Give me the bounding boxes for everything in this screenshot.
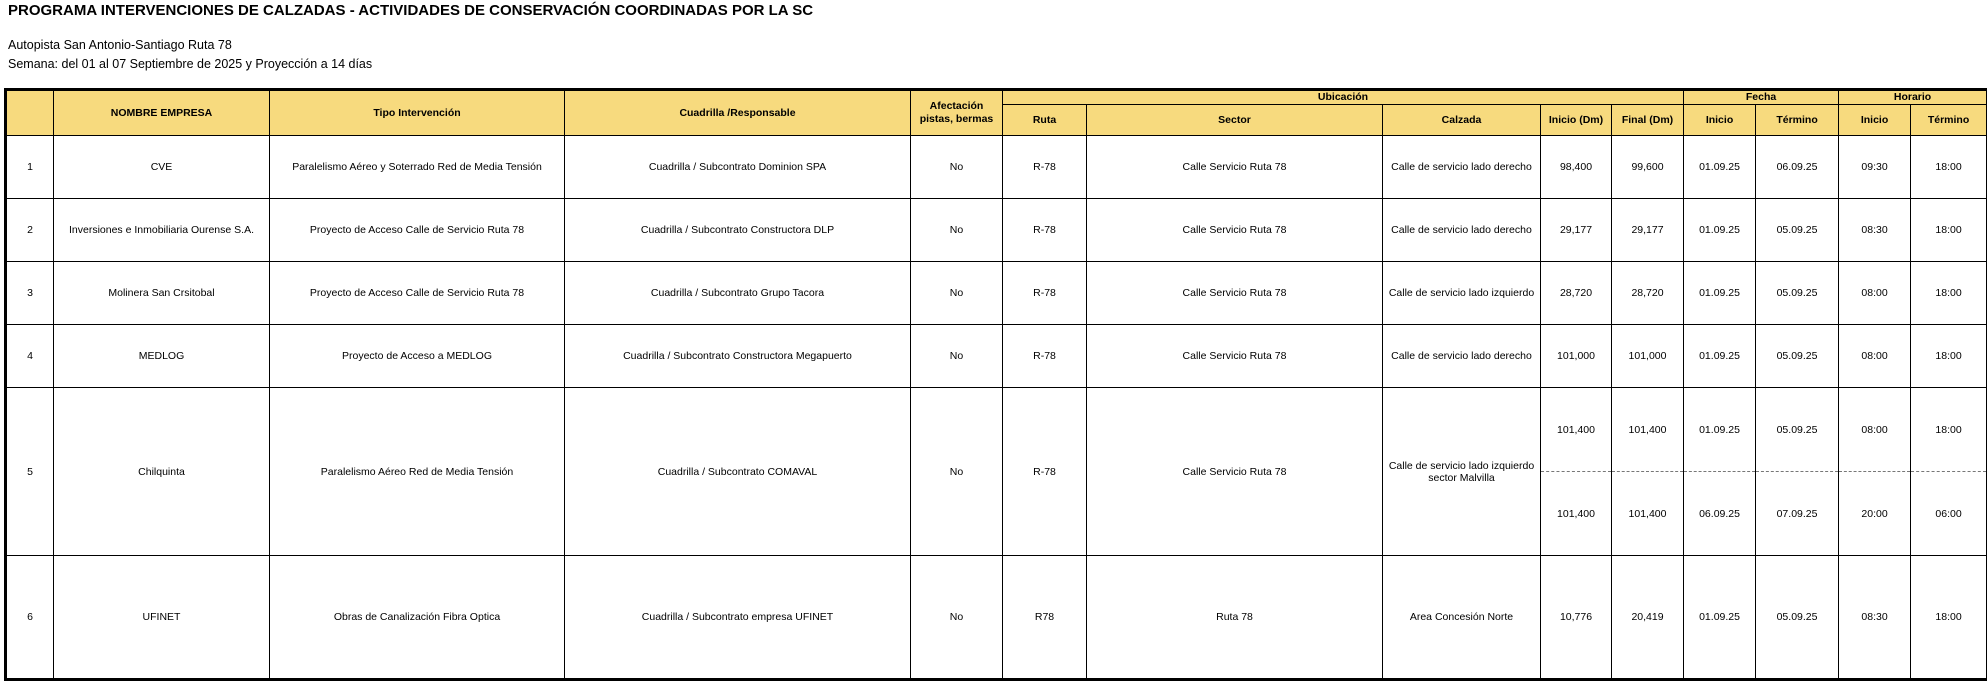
col-inicio-dm-header: Inicio (Dm): [1541, 105, 1612, 136]
final-dm-cell: 101,400: [1612, 472, 1684, 556]
afectacion-cell: No: [911, 556, 1003, 680]
row-number: 6: [6, 556, 54, 680]
fecha-termino-cell: 05.09.25: [1756, 262, 1839, 325]
empresa-cell: Molinera San Crsitobal: [54, 262, 270, 325]
sector-cell: Calle Servicio Ruta 78: [1087, 388, 1383, 556]
final-dm-cell: 28,720: [1612, 262, 1684, 325]
hora-termino-cell: 18:00: [1911, 262, 1987, 325]
final-dm-cell: 101,000: [1612, 325, 1684, 388]
table-row: [6, 136, 1987, 199]
calzada-cell: Calle de servicio lado derecho: [1383, 325, 1541, 388]
tipo-cell: Paralelismo Aéreo Red de Media Tensión: [270, 388, 565, 556]
col-final-dm-header: Final (Dm): [1612, 105, 1684, 136]
inicio-dm-cell: 10,776: [1541, 556, 1612, 680]
table-body: [6, 136, 1987, 680]
inicio-dm-cell: 101,400: [1541, 472, 1612, 556]
hora-termino-cell: 06:00: [1911, 472, 1987, 556]
tipo-cell: Obras de Canalización Fibra Optica: [270, 556, 565, 680]
hora-inicio-cell: 08:30: [1839, 556, 1911, 680]
ruta-cell: R-78: [1003, 136, 1087, 199]
hora-inicio-cell: 20:00: [1839, 472, 1911, 556]
inicio-dm-cell: 29,177: [1541, 199, 1612, 262]
hora-termino-cell: 18:00: [1911, 325, 1987, 388]
page-subtitle: Autopista San Antonio-Santiago Ruta 78: [8, 38, 232, 52]
fecha-termino-cell: 06.09.25: [1756, 136, 1839, 199]
col-calzada-header: Calzada: [1383, 105, 1541, 136]
fecha-termino-cell: 05.09.25: [1756, 199, 1839, 262]
table-row: [6, 262, 1987, 325]
calzada-cell: Calle de servicio lado izquierdo sector Malvilla: [1383, 388, 1541, 556]
col-fecha-group: Fecha: [1684, 90, 1839, 105]
page-title: PROGRAMA INTERVENCIONES DE CALZADAS - ACTIVIDADES DE CONSERVACIÓN COORDINADAS POR LA SC: [8, 2, 814, 19]
ruta-cell: R-78: [1003, 388, 1087, 556]
ruta-cell: R-78: [1003, 262, 1087, 325]
calzada-cell: Calle de servicio lado derecho: [1383, 136, 1541, 199]
col-fecha-termino-header: Término: [1756, 105, 1839, 136]
empresa-cell: Chilquinta: [54, 388, 270, 556]
fecha-inicio-cell: 01.09.25: [1684, 388, 1756, 472]
col-fecha-inicio-header: Inicio: [1684, 105, 1756, 136]
final-dm-cell: 99,600: [1612, 136, 1684, 199]
fecha-termino-cell: 05.09.25: [1756, 388, 1839, 472]
fecha-termino-cell: 05.09.25: [1756, 556, 1839, 680]
week-range: Semana: del 01 al 07 Septiembre de 2025 y Proyección a 14 días: [8, 57, 373, 71]
calzada-cell: Calle de servicio lado izquierdo: [1383, 262, 1541, 325]
calzada-cell: Area Concesión Norte: [1383, 556, 1541, 680]
empresa-cell: Inversiones e Inmobiliaria Ourense S.A.: [54, 199, 270, 262]
row-number: 3: [6, 262, 54, 325]
ruta-cell: R78: [1003, 556, 1087, 680]
col-sector-header: Sector: [1087, 105, 1383, 136]
fecha-termino-cell: 05.09.25: [1756, 325, 1839, 388]
hora-termino-cell: 18:00: [1911, 556, 1987, 680]
hora-inicio-cell: 08:00: [1839, 325, 1911, 388]
tipo-cell: Proyecto de Acceso Calle de Servicio Ruta 78: [270, 199, 565, 262]
cuadrilla-cell: Cuadrilla / Subcontrato Grupo Tacora: [565, 262, 911, 325]
fecha-inicio-cell: 01.09.25: [1684, 136, 1756, 199]
hora-termino-cell: 18:00: [1911, 136, 1987, 199]
afectacion-cell: No: [911, 388, 1003, 556]
row-number: 4: [6, 325, 54, 388]
col-num-header: [6, 90, 54, 136]
cuadrilla-cell: Cuadrilla / Subcontrato Dominion SPA: [565, 136, 911, 199]
fecha-inicio-cell: 01.09.25: [1684, 556, 1756, 680]
afectacion-cell: No: [911, 199, 1003, 262]
fecha-inicio-cell: 01.09.25: [1684, 325, 1756, 388]
fecha-termino-cell: 07.09.25: [1756, 472, 1839, 556]
inicio-dm-cell: 101,400: [1541, 388, 1612, 472]
final-dm-cell: 20,419: [1612, 556, 1684, 680]
inicio-dm-cell: 98,400: [1541, 136, 1612, 199]
cuadrilla-cell: Cuadrilla / Subcontrato empresa UFINET: [565, 556, 911, 680]
table-row: [6, 325, 1987, 388]
calzada-cell: Calle de servicio lado derecho: [1383, 199, 1541, 262]
hora-inicio-cell: 09:30: [1839, 136, 1911, 199]
afectacion-cell: No: [911, 136, 1003, 199]
inicio-dm-cell: 101,000: [1541, 325, 1612, 388]
ruta-cell: R-78: [1003, 325, 1087, 388]
sector-cell: Calle Servicio Ruta 78: [1087, 199, 1383, 262]
tipo-cell: Proyecto de Acceso a MEDLOG: [270, 325, 565, 388]
final-dm-cell: 29,177: [1612, 199, 1684, 262]
empresa-cell: MEDLOG: [54, 325, 270, 388]
hora-inicio-cell: 08:30: [1839, 199, 1911, 262]
table-header: [6, 90, 1987, 136]
ruta-cell: R-78: [1003, 199, 1087, 262]
inicio-dm-cell: 28,720: [1541, 262, 1612, 325]
hora-inicio-cell: 08:00: [1839, 262, 1911, 325]
table-row: [6, 556, 1987, 680]
col-tipo-header: Tipo Intervención: [270, 90, 565, 136]
interventions-table: [4, 88, 1987, 681]
col-ubicacion-group: Ubicación: [1003, 90, 1684, 105]
col-cuadrilla-header: Cuadrilla /Responsable: [565, 90, 911, 136]
fecha-inicio-cell: 01.09.25: [1684, 199, 1756, 262]
table-row: [6, 199, 1987, 262]
tipo-cell: Proyecto de Acceso Calle de Servicio Ruta 78: [270, 262, 565, 325]
fecha-inicio-cell: 01.09.25: [1684, 262, 1756, 325]
final-dm-cell: 101,400: [1612, 388, 1684, 472]
cuadrilla-cell: Cuadrilla / Subcontrato Constructora DLP: [565, 199, 911, 262]
sector-cell: Calle Servicio Ruta 78: [1087, 262, 1383, 325]
col-horario-group: Horario: [1839, 90, 1987, 105]
col-empresa-header: NOMBRE EMPRESA: [54, 90, 270, 136]
hora-inicio-cell: 08:00: [1839, 388, 1911, 472]
tipo-cell: Paralelismo Aéreo y Soterrado Red de Media Tensión: [270, 136, 565, 199]
col-horario-termino-header: Término: [1911, 105, 1987, 136]
sector-cell: Ruta 78: [1087, 556, 1383, 680]
afectacion-cell: No: [911, 262, 1003, 325]
table-row: [6, 388, 1987, 472]
col-horario-inicio-header: Inicio: [1839, 105, 1911, 136]
hora-termino-cell: 18:00: [1911, 199, 1987, 262]
cuadrilla-cell: Cuadrilla / Subcontrato COMAVAL: [565, 388, 911, 556]
empresa-cell: CVE: [54, 136, 270, 199]
col-ruta-header: Ruta: [1003, 105, 1087, 136]
afectacion-cell: No: [911, 325, 1003, 388]
row-number: 1: [6, 136, 54, 199]
hora-termino-cell: 18:00: [1911, 388, 1987, 472]
row-number: 5: [6, 388, 54, 556]
fecha-inicio-cell: 06.09.25: [1684, 472, 1756, 556]
col-afectacion-header: Afectación pistas, bermas: [911, 90, 1003, 136]
sector-cell: Calle Servicio Ruta 78: [1087, 136, 1383, 199]
row-number: 2: [6, 199, 54, 262]
cuadrilla-cell: Cuadrilla / Subcontrato Constructora Megapuerto: [565, 325, 911, 388]
empresa-cell: UFINET: [54, 556, 270, 680]
sector-cell: Calle Servicio Ruta 78: [1087, 325, 1383, 388]
